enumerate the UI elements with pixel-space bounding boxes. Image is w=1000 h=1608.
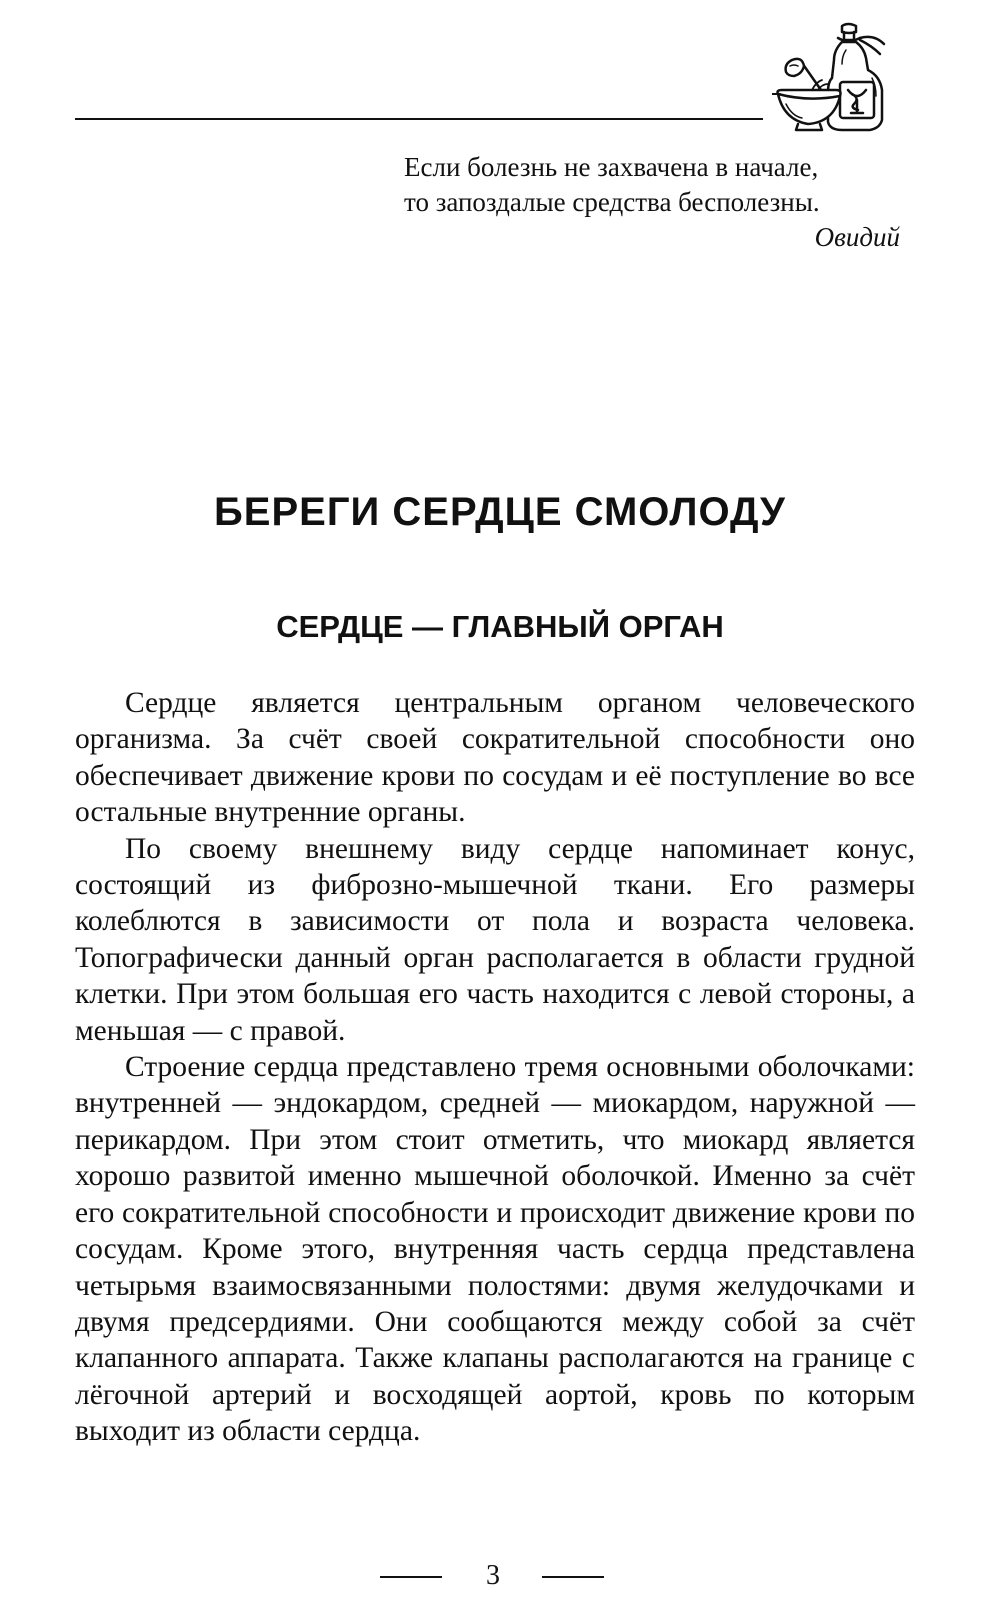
epigraph-line: Если болезнь не захвачена в начале, (404, 152, 819, 182)
paragraph: Строение сердца представлено тремя основными оболочками: внутренней — эндокардом, средней — миокардом, наружной — перикардом. При этом стоит отметить, что миокард является хорошо развитой именно мышечной оболочкой. Именно за счёт его сократительной способности и происходит движение крови по сосудам. Кроме этого, внутренняя часть сердца представлена четырьмя взаимосвязанными полостями: двумя желудочками и двумя предсердиями. Они сообщаются между собой за счёт клапанного аппарата. Также клапаны располагаются на границе с лёгочной артерий и восходящей аортой, кровь по которым выходит из области сердца. (75, 1051, 915, 1448)
header-rule (75, 118, 763, 120)
footer-rule-left (380, 1576, 442, 1578)
apothecary-mortar-bottle-icon (772, 20, 902, 138)
paragraph: Сердце является центральным органом человеческого организма. За счёт своей сократительной способности оно обеспечивает движение крови по сосудам и её поступление во все остальные внутренние органы. (75, 687, 915, 829)
epigraph-line: то запоздалые средства бесполезны. (404, 187, 820, 217)
section-title: СЕРДЦЕ — ГЛАВНЫЙ ОРГАН (276, 609, 724, 644)
chapter-title: БЕРЕГИ СЕРДЦЕ СМОЛОДУ (214, 490, 786, 534)
paragraph: По своему внешнему виду сердце напоминает конус, состоящий из фиброзно-мышечной ткани. Его размеры колеблются в зависимости от пола и возраста человека. Топографически данный орган располагается в области грудной клетки. При этом большая его часть находится с левой стороны, а меньшая — с правой. (75, 832, 915, 1047)
footer-rule-right (542, 1576, 604, 1578)
body-text (75, 685, 915, 1450)
epigraph-author: Овидий (814, 222, 900, 252)
page-footer (0, 1556, 1000, 1596)
epigraph (404, 150, 924, 255)
page-number: 3 (486, 1560, 500, 1591)
